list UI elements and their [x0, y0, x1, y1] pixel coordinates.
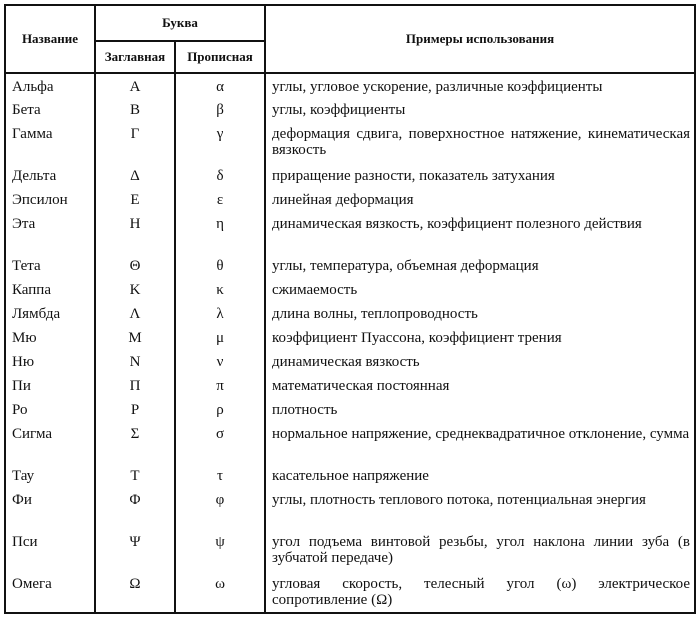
usage-examples: угол подъема винтовой резьбы, угол наклона линии зуба (в зубчатой передаче): [272, 534, 691, 566]
table-header: [5, 5, 695, 73]
lowercase-letter: φ: [215, 492, 225, 508]
letter-name: Гамма: [12, 126, 53, 142]
letter-name: Бета: [12, 102, 41, 118]
table-row: [5, 571, 695, 613]
lowercase-letter: κ: [216, 282, 224, 298]
lowercase-letter: α: [216, 79, 224, 95]
usage-examples: углы, угловое ускорение, различные коэффициенты: [272, 79, 603, 95]
letter-name: Мю: [12, 330, 37, 346]
usage-examples: длина волны, теплопроводность: [272, 306, 478, 322]
capital-letter: Ν: [129, 354, 141, 370]
capital-letter: Δ: [130, 168, 140, 184]
capital-letter: Θ: [129, 258, 141, 274]
usage-examples: математическая постоянная: [272, 378, 450, 394]
letter-name: Сигма: [12, 426, 53, 442]
lowercase-letter: ρ: [216, 402, 224, 418]
capital-letter: Ρ: [130, 402, 140, 418]
capital-letter: Φ: [129, 492, 141, 508]
table-row: [5, 211, 695, 253]
lowercase-letter: ψ: [215, 534, 225, 550]
capital-letter: Η: [129, 216, 141, 232]
usage-examples: динамическая вязкость, коэффициент полезного действия: [272, 216, 642, 232]
table-row: [5, 397, 695, 421]
lowercase-letter: π: [216, 378, 224, 394]
usage-examples: углы, температура, объемная деформация: [272, 258, 539, 274]
letter-name: Эпсилон: [12, 192, 68, 208]
lowercase-letter: λ: [216, 306, 224, 322]
lowercase-letter: δ: [216, 168, 224, 184]
capital-letter: Π: [129, 378, 141, 394]
letter-name: Альфа: [12, 79, 54, 95]
lowercase-letter: η: [216, 216, 224, 232]
lowercase-letter: ν: [216, 354, 224, 370]
capital-letter: Ω: [129, 576, 141, 592]
lowercase-letter: ω: [215, 576, 225, 592]
table-row: [5, 373, 695, 397]
letter-name: Каппа: [12, 282, 51, 298]
letter-name: Пи: [12, 378, 31, 394]
usage-examples: коэффициент Пуассона, коэффициент трения: [272, 330, 562, 346]
letter-name: Тау: [12, 468, 35, 484]
lowercase-letter: σ: [215, 426, 225, 442]
table-row: [5, 73, 695, 97]
header-examples: Примеры использования: [265, 5, 695, 73]
capital-letter: Α: [129, 79, 141, 95]
usage-examples: деформация сдвига, поверхностное натяжение, кинематическая вязкость: [272, 126, 691, 158]
usage-examples: сжимаемость: [272, 282, 358, 298]
usage-examples: приращение разности, показатель затухания: [272, 168, 555, 184]
header-capital: Заглавная: [95, 41, 175, 73]
greek-alphabet-table: [4, 4, 696, 614]
usage-examples: углы, коэффициенты: [272, 102, 406, 118]
letter-name: Дельта: [12, 168, 57, 184]
table-row: [5, 463, 695, 487]
letter-name: Ро: [12, 402, 28, 418]
table-row: [5, 325, 695, 349]
letter-name: Фи: [12, 492, 32, 508]
table-row: [5, 529, 695, 571]
capital-letter: Κ: [129, 282, 141, 298]
letter-name: Тета: [12, 258, 41, 274]
usage-examples: динамическая вязкость: [272, 354, 420, 370]
capital-letter: Μ: [128, 330, 142, 346]
table-row: [5, 487, 695, 529]
usage-examples: касательное напряжение: [272, 468, 429, 484]
lowercase-letter: τ: [216, 468, 224, 484]
usage-examples: плотность: [272, 402, 338, 418]
table-row: [5, 121, 695, 163]
letter-name: Эта: [12, 216, 36, 232]
capital-letter: Τ: [130, 468, 140, 484]
lowercase-letter: ε: [216, 192, 224, 208]
lowercase-letter: μ: [215, 330, 225, 346]
usage-examples: нормальное напряжение, среднеквадратичное отклонение, сумма: [272, 426, 690, 442]
capital-letter: Σ: [130, 426, 140, 442]
table-row: [5, 349, 695, 373]
letter-name: Лямбда: [12, 306, 61, 322]
letter-name: Пси: [12, 534, 38, 550]
table-row: [5, 301, 695, 325]
table-row: [5, 187, 695, 211]
lowercase-letter: θ: [216, 258, 224, 274]
capital-letter: Λ: [129, 306, 141, 322]
lowercase-letter: β: [216, 102, 224, 118]
capital-letter: Ψ: [129, 534, 141, 550]
capital-letter: Γ: [130, 126, 140, 142]
header-lowercase: Прописная: [175, 41, 265, 73]
header-name: Название: [5, 5, 95, 73]
usage-examples: углы, плотность теплового потока, потенциальная энергия: [272, 492, 646, 508]
usage-examples: линейная деформация: [272, 192, 414, 208]
table-row: [5, 253, 695, 277]
lowercase-letter: γ: [216, 126, 224, 142]
capital-letter: Ε: [130, 192, 140, 208]
table-row: [5, 163, 695, 187]
capital-letter: Β: [129, 102, 140, 118]
letter-name: Ню: [12, 354, 35, 370]
letter-name: Омега: [12, 576, 52, 592]
table-body: [5, 73, 695, 613]
table-row: [5, 97, 695, 121]
header-letter: Буква: [95, 5, 265, 41]
table-row: [5, 277, 695, 301]
usage-examples: угловая скорость, телесный угол (ω) электрическое сопротивление (Ω): [272, 576, 691, 608]
table-row: [5, 421, 695, 463]
